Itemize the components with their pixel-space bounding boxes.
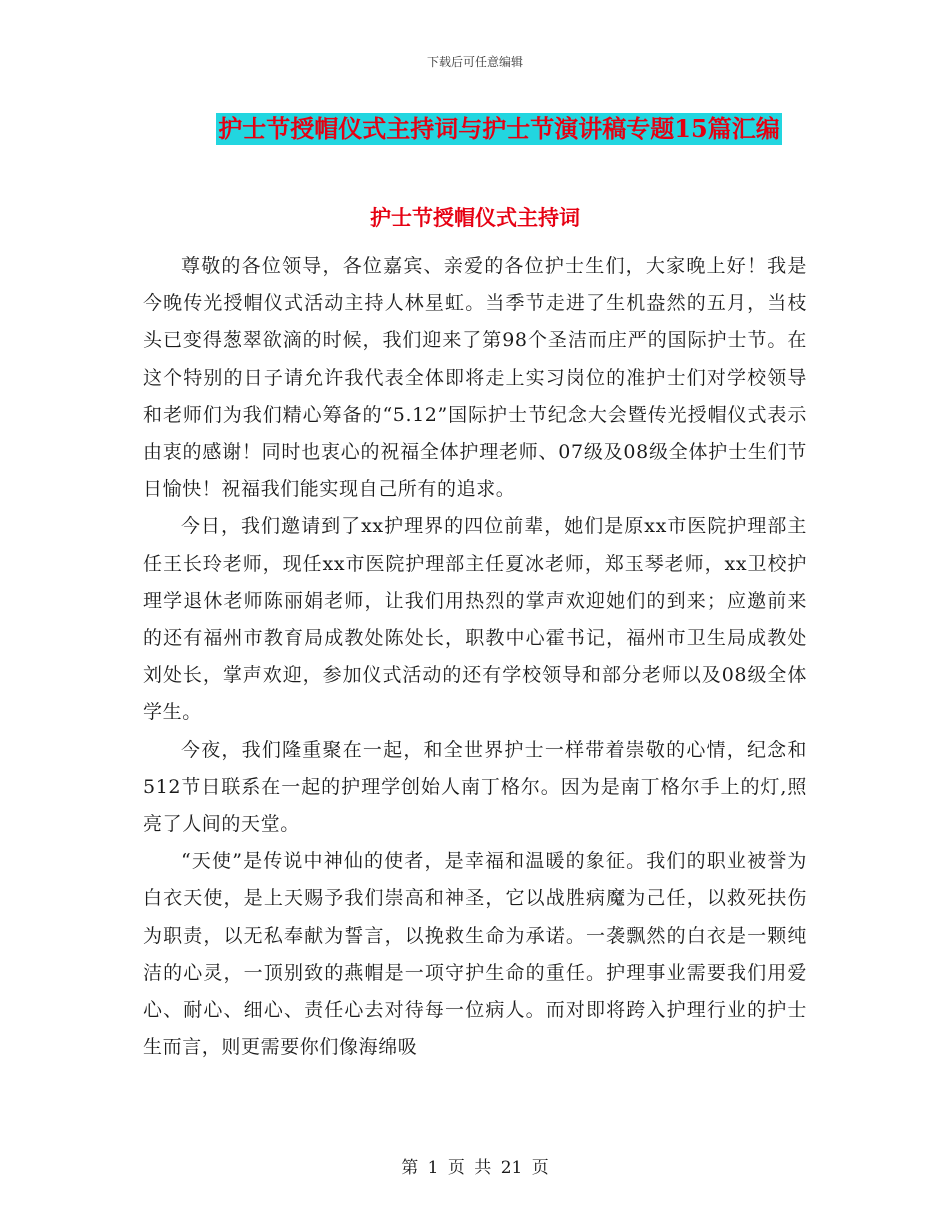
body-text bbox=[143, 248, 807, 1066]
page-number: 第 1 页 共 21 页 bbox=[401, 1158, 549, 1178]
main-title: 护士节授帽仪式主持词与护士节演讲稿专题15篇汇编 bbox=[218, 114, 780, 143]
paragraph: “天使”是传说中神仙的使者，是幸福和温暖的象征。我们的职业被誉为白衣天使，是上天赐予我们崇高和神圣，它以战胜病魔为己任，以救死扶伤为职责，以无私奉献为誓言，以挽救生命为承诺。一袭飘然的白衣是一颗纯洁的心灵，一顶别致的燕帽是一项守护生命的重任。护理事业需要我们用爱心、耐心、细心、责任心去对待每一位病人。而对即将跨入护理行业的护士生而言，则更需要你们像海绵吸 bbox=[143, 850, 807, 1059]
main-title-container bbox=[0, 113, 950, 145]
section-title: 护士节授帽仪式主持词 bbox=[370, 205, 580, 230]
paragraph: 今夜，我们隆重聚在一起，和全世界护士一样带着崇敬的心情，纪念和512节日联系在一起的护理学创始人南丁格尔。因为是南丁格尔手上的灯,照亮了人间的天堂。 bbox=[143, 738, 807, 836]
download-note: 下载后可任意编辑 bbox=[426, 55, 523, 69]
paragraph: 尊敬的各位领导，各位嘉宾、亲爱的各位护士生们，大家晚上好！我是今晚传光授帽仪式活动主持人林星虹。当季节走进了生机盎然的五月，当枝头已变得葱翠欲滴的时候，我们迎来了第98个圣洁而庄严的国际护士节。在这个特别的日子请允许我代表全体即将走上实习岗位的准护士们对学校领导和老师们为我们精心筹备的“5.12”国际护士节纪念大会暨传光授帽仪式表示由衷的感谢！同时也衷心的祝福全体护理老师、07级及08级全体护士生们节日愉快！祝福我们能实现自己所有的追求。 bbox=[143, 255, 807, 501]
paragraph: 今日，我们邀请到了xx护理界的四位前辈，她们是原xx市医院护理部主任王长玲老师，现任xx市医院护理部主任夏冰老师，郑玉琴老师，xx卫校护理学退休老师陈丽娟老师，让我们用热烈的掌声欢迎她们的到来；应邀前来的还有福州市教育局成教处陈处长，职教中心霍书记，福州市卫生局成教处刘处长，掌声欢迎，参加仪式活动的还有学校领导和部分老师以及08级全体学生。 bbox=[143, 515, 807, 724]
